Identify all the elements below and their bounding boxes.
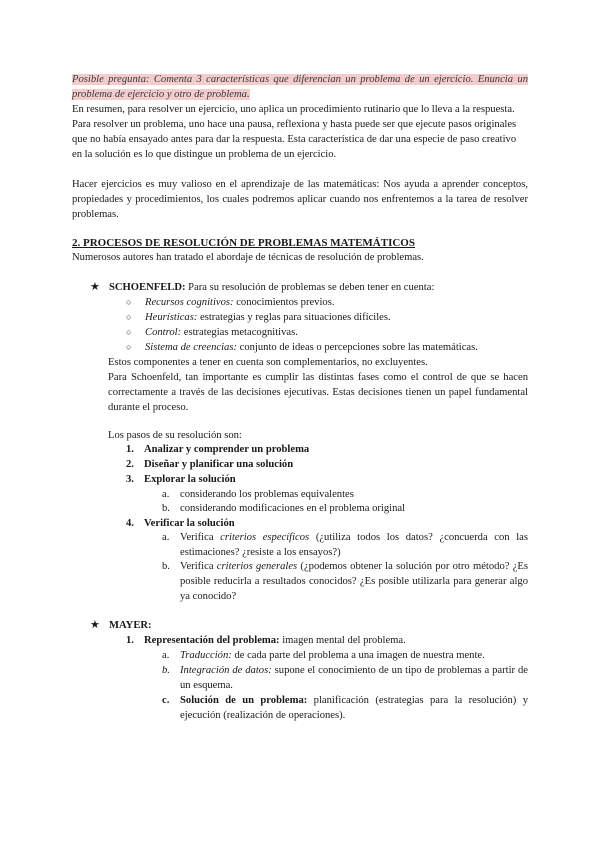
substep-letter: b. — [162, 665, 170, 676]
schoenfeld-title: SCHOENFELD: — [109, 282, 186, 293]
schoenfeld-text — [109, 280, 529, 295]
star-bullet-icon: ★ — [90, 619, 100, 631]
schoenfeld-title-rest: Para su resolución de problemas se deben tener en cuenta: — [185, 282, 435, 293]
component-desc: conjunto de ideas o percepciones sobre las matemáticas. — [236, 342, 478, 353]
steps-intro: Los pasos de su resolución son: — [108, 430, 242, 441]
component-term: Heurísticas: — [145, 312, 198, 323]
substep-letter: a. — [162, 532, 170, 543]
substep-term: criterios específicos — [220, 532, 310, 543]
component-desc: conocimientos previos. — [233, 297, 335, 308]
substep-desc: planificación (estrategias para la resolución) y ejecución (realización de operaciones). — [180, 695, 528, 721]
schoenfeld-note2: Para Schoenfeld, tan importante es cumplir las distintas fases como el control de que se hacen correctamente a través de las decisiones ejecutivas. Estas decisiones tienen un papel fundamental durante el proceso. — [108, 372, 528, 413]
step-label: Analizar y comprender un problema — [144, 444, 310, 455]
step-label: Explorar la solución — [144, 474, 236, 485]
exercises-paragraph: Hacer ejercicios es muy valioso en el aprendizaje de las matemáticas: Nos ayuda a aprender conceptos, propiedades y procedimientos, los cuales podremos aplicar cuando nos enfrentemos a la tarea de resolver problemas. — [72, 179, 528, 220]
substep-text: considerando modificaciones en el problema original — [180, 503, 406, 514]
star-bullet-icon: ★ — [90, 281, 100, 293]
substep-text: considerando los problemas equivalentes — [180, 489, 354, 500]
substep-post: (¿podemos obtener la solución por otro método? ¿Es posible reducirla a resultados conocidos? ¿Es posible utilizarla para generar algo ya conocido? — [180, 561, 528, 602]
circle-bullet-icon: ○ — [126, 312, 132, 322]
substep-letter: c. — [162, 695, 170, 706]
step-number: 2. — [126, 459, 134, 470]
component-desc: estrategias y reglas para situaciones difíciles. — [197, 312, 391, 323]
substep-pre: Verifica — [180, 561, 217, 572]
component-desc: estrategias metacognitivas. — [181, 327, 298, 338]
component-term: Sistema de creencias: — [145, 342, 237, 353]
step-label: Verificar la solución — [144, 518, 235, 529]
circle-bullet-icon: ○ — [126, 327, 132, 337]
substep-post: (¿utiliza todos los datos? ¿concuerda con las estimaciones? ¿resiste a los ensayos?) — [180, 532, 528, 558]
question-highlight: Posible pregunta: Comenta 3 características que diferencian un problema de un ejercicio. Enuncia un problema de ejercicio y otro de problema. — [72, 74, 528, 100]
step-number: 3. — [126, 474, 134, 485]
section-intro: Numerosos autores han tratado el abordaje de técnicas de resolución de problemas. — [72, 252, 424, 263]
substep-term: Integración de datos: — [180, 665, 272, 676]
component-term: Recursos cognitivos: — [145, 297, 234, 308]
substep-letter: a. — [162, 650, 170, 661]
substep-letter: b. — [162, 503, 170, 514]
mayer-title: MAYER: — [109, 620, 152, 631]
substep-term: criterios generales — [216, 561, 298, 572]
step-number: 1. — [126, 635, 134, 646]
substep-letter: b. — [162, 561, 170, 572]
substep-term: Traducción: — [180, 650, 232, 661]
question-paragraph — [72, 72, 528, 102]
step-number: 4. — [126, 518, 134, 529]
schoenfeld-note1: Estos componentes a tener en cuenta son complementarios, no excluyentes. — [108, 357, 428, 368]
circle-bullet-icon: ○ — [126, 297, 132, 307]
substep-letter: a. — [162, 489, 170, 500]
step-label: Diseñar y planificar una solución — [144, 459, 294, 470]
component-term: Control: — [145, 327, 182, 338]
section-heading: 2. PROCESOS DE RESOLUCIÓN DE PROBLEMAS MATEMÁTICOS — [72, 237, 415, 249]
substep-desc: de cada parte del problema a una imagen de nuestra mente. — [231, 650, 485, 661]
summary-paragraph: En resumen, para resolver un ejercicio, uno aplica un procedimiento rutinario que lo lleva a la respuesta. Para resolver un problema, uno hace una pausa, reflexiona y hasta puede ser que ejecute pasos originales que no había ensayado antes para dar la respuesta. Esta característica de dar una especie de paso creativo en la solución es lo que distingue un problema de un ejercicio. — [72, 104, 517, 160]
substep-term: Solución de un problema: — [180, 695, 308, 706]
substep-desc: supone el conocimiento de un tipo de problemas a partir de un esquema. — [180, 665, 528, 691]
step-number: 1. — [126, 444, 134, 455]
step-label: Representación del problema: — [144, 635, 280, 646]
substep-pre: Verifica — [180, 532, 221, 543]
circle-bullet-icon: ○ — [126, 342, 132, 352]
step-rest: imagen mental del problema. — [279, 635, 406, 646]
